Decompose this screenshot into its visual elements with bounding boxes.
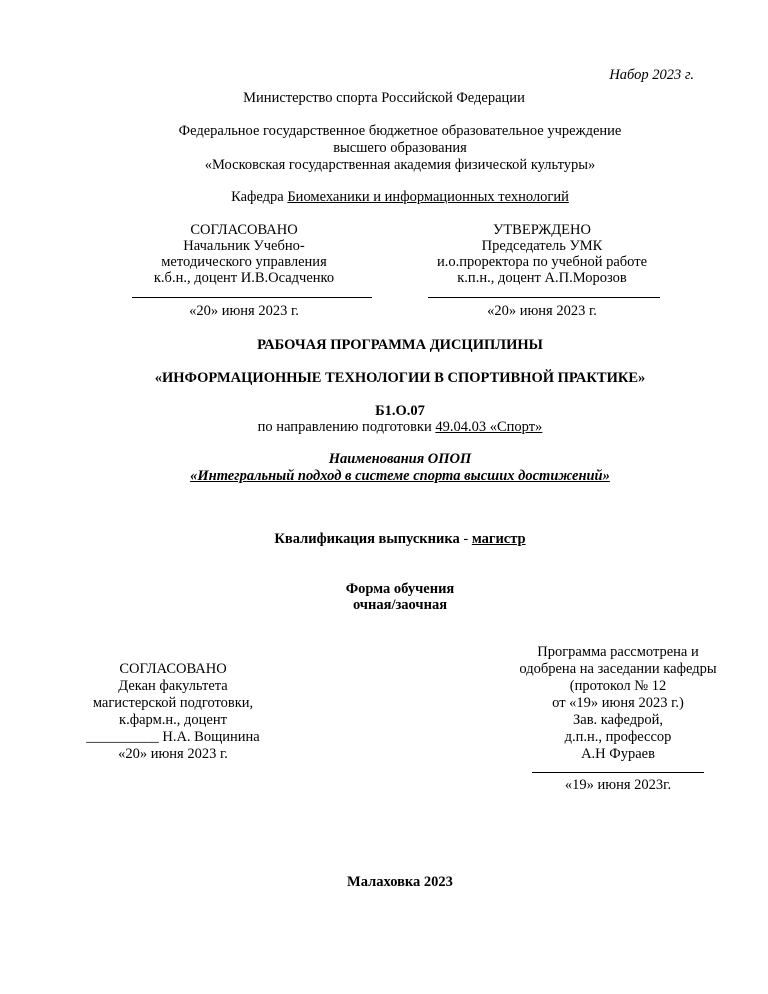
approval-left-signature-line — [132, 297, 372, 298]
dean-line-3: к.фарм.н., доцент — [119, 712, 227, 728]
discipline-name: «ИНФОРМАЦИОННЫЕ ТЕХНОЛОГИИ В СПОРТИВНОЙ ПРАКТИКЕ» — [154, 370, 646, 386]
review-date: «19» июня 2023г. — [564, 777, 672, 793]
study-form-label: Форма обучения — [345, 581, 455, 597]
approval-right-signature-line — [428, 297, 660, 298]
approval-right-date: «20» июня 2023 г. — [487, 303, 597, 319]
direction-value: 49.04.03 «Спорт» — [435, 419, 543, 435]
approval-left-line-2: методического управления — [161, 254, 327, 270]
review-line-7: А.Н Фураев — [581, 746, 655, 762]
city-year: Малаховка 2023 — [347, 874, 453, 890]
review-line-3: (протокол № 12 — [569, 678, 667, 694]
department-prefix: Кафедра — [231, 189, 288, 205]
department-line — [0, 189, 768, 206]
discipline-code: Б1.О.07 — [375, 403, 425, 419]
qualification-dash: - — [459, 531, 472, 547]
approval-left-line-1: Начальник Учебно- — [183, 238, 305, 254]
approval-left-line-3: к.б.н., доцент И.В.Осадченко — [153, 270, 335, 286]
review-line-5: Зав. кафедрой, — [573, 712, 663, 728]
ministry-name: Министерство спорта Российской Федерации — [243, 90, 525, 106]
dean-approval-date: «20» июня 2023 г. — [118, 746, 228, 762]
dean-approval-title: СОГЛАСОВАНО — [119, 661, 227, 677]
institution-line-3: «Московская государственная академия физической культуры» — [204, 157, 596, 173]
qualification-label: Квалификация выпускника — [274, 531, 460, 547]
dean-line-1: Декан факультета — [118, 678, 228, 694]
dean-signature-line: __________ Н.А. Вощинина — [86, 729, 260, 745]
direction-prefix: по направлению подготовки — [257, 419, 436, 435]
review-line-1: Программа рассмотрена и — [537, 644, 699, 660]
approval-right-line-3: к.п.н., доцент А.П.Морозов — [457, 270, 627, 286]
institution-line-1: Федеральное государственное бюджетное образовательное учреждение — [178, 123, 622, 139]
dean-line-2: магистерской подготовки, — [92, 695, 254, 711]
qualification-value: магистр — [471, 531, 526, 547]
opop-name: «Интегральный подход в системе спорта высших достижений» — [190, 468, 610, 484]
approval-left-date: «20» июня 2023 г. — [189, 303, 299, 319]
qualification-line — [0, 531, 768, 548]
review-line-6: д.п.н., профессор — [564, 729, 672, 745]
review-signature-line — [532, 772, 704, 773]
review-line-2: одобрена на заседании кафедры — [519, 661, 717, 677]
institution-line-2: высшего образования — [333, 140, 467, 156]
study-form-value: очная/заочная — [352, 597, 448, 613]
program-heading: РАБОЧАЯ ПРОГРАММА ДИСЦИПЛИНЫ — [257, 337, 543, 353]
intake-year: Набор 2023 г. — [609, 67, 694, 83]
approval-left-title: СОГЛАСОВАНО — [190, 222, 298, 238]
department-name: Биомеханики и информационных технологий — [287, 189, 569, 205]
approval-right-line-2: и.о.проректора по учебной работе — [436, 254, 648, 270]
approval-right-line-1: Председатель УМК — [481, 238, 603, 254]
direction-line — [0, 419, 768, 436]
review-line-4: от «19» июня 2023 г.) — [552, 695, 684, 711]
opop-label: Наименования ОПОП — [328, 451, 472, 467]
approval-right-title: УТВЕРЖДЕНО — [493, 222, 591, 238]
